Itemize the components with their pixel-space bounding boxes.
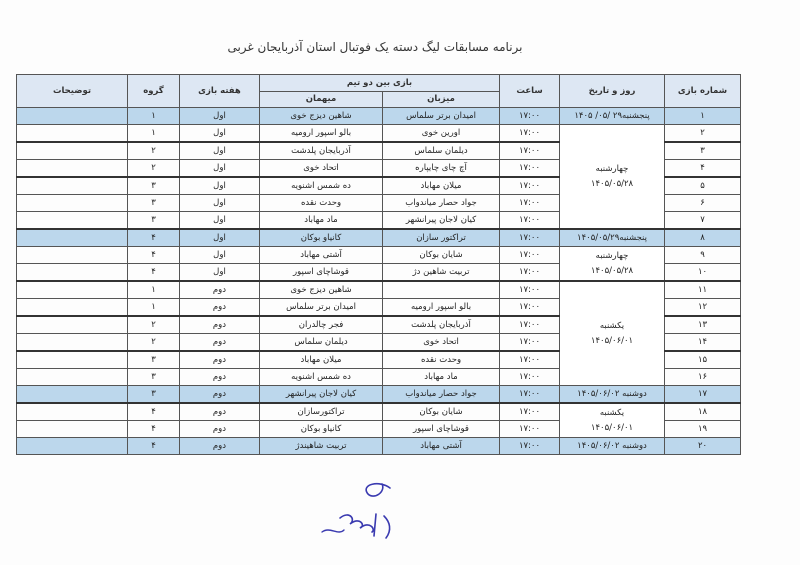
match-no: ۳: [665, 142, 741, 160]
host-team: وحدت نقده: [383, 351, 500, 369]
host-team: بالو اسپور ارومیه: [383, 299, 500, 317]
match-time: ۱۷:۰۰: [500, 160, 560, 178]
match-notes: [17, 316, 128, 334]
match-group: ۴: [128, 247, 180, 264]
match-notes: [17, 421, 128, 438]
guest-team: کانیاو بوکان: [260, 421, 383, 438]
handwritten-signature: [320, 470, 430, 550]
match-week: اول: [180, 160, 260, 178]
match-week: اول: [180, 125, 260, 143]
match-week: اول: [180, 264, 260, 282]
match-notes: [17, 142, 128, 160]
host-team: تربیت شاهین دژ: [383, 264, 500, 282]
table-row: [17, 438, 741, 455]
header-host: میزبان: [383, 92, 500, 108]
match-week: اول: [180, 247, 260, 264]
match-date: دوشنبه ۱۴۰۵/۰۶/۰۲: [560, 386, 665, 404]
match-week: اول: [180, 142, 260, 160]
date-day: یکشنبه: [599, 407, 625, 418]
match-time: ۱۷:۰۰: [500, 177, 560, 195]
header-notes: توضیحات: [17, 75, 128, 108]
match-time: ۱۷:۰۰: [500, 264, 560, 282]
match-group: ۳: [128, 351, 180, 369]
match-no: ۱۷: [665, 386, 741, 404]
host-team: شایان بوکان: [383, 403, 500, 421]
match-week: دوم: [180, 386, 260, 404]
guest-team: تربیت شاهیندژ: [260, 438, 383, 455]
match-week: دوم: [180, 403, 260, 421]
match-no: ۱۶: [665, 369, 741, 386]
header-guest: میهمان: [260, 92, 383, 108]
match-date: [560, 281, 665, 386]
match-group: ۱: [128, 281, 180, 299]
guest-team: ماد مهاباد: [260, 212, 383, 230]
match-group: ۱: [128, 108, 180, 125]
match-week: دوم: [180, 351, 260, 369]
guest-team: تراکتورسازان: [260, 403, 383, 421]
match-notes: [17, 247, 128, 264]
match-no: ۵: [665, 177, 741, 195]
guest-team: میلان مهاباد: [260, 351, 383, 369]
match-time: ۱۷:۰۰: [500, 247, 560, 264]
host-team: جواد حصار میاندواب: [383, 386, 500, 404]
match-week: اول: [180, 212, 260, 230]
match-notes: [17, 403, 128, 421]
host-team: جواد حصار میاندواب: [383, 195, 500, 212]
match-notes: [17, 264, 128, 282]
match-no: ۷: [665, 212, 741, 230]
match-no: ۱۸: [665, 403, 741, 421]
match-time: ۱۷:۰۰: [500, 334, 560, 352]
match-notes: [17, 195, 128, 212]
match-group: ۳: [128, 195, 180, 212]
match-time: ۱۷:۰۰: [500, 316, 560, 334]
match-week: دوم: [180, 316, 260, 334]
host-team: آچ چای چایپاره: [383, 160, 500, 178]
match-group: ۴: [128, 403, 180, 421]
host-team: ماد مهاباد: [383, 369, 500, 386]
host-team: میلان مهاباد: [383, 177, 500, 195]
match-week: اول: [180, 229, 260, 247]
match-notes: [17, 125, 128, 143]
match-time: ۱۷:۰۰: [500, 421, 560, 438]
match-week: اول: [180, 108, 260, 125]
host-team: اتحاد خوی: [383, 334, 500, 352]
guest-team: آذربایجان پلدشت: [260, 142, 383, 160]
match-time: ۱۷:۰۰: [500, 438, 560, 455]
date-day: چهارشنبه: [595, 163, 629, 174]
match-time: ۱۷:۰۰: [500, 125, 560, 143]
match-week: دوم: [180, 281, 260, 299]
match-time: ۱۷:۰۰: [500, 212, 560, 230]
match-no: ۴: [665, 160, 741, 178]
match-group: ۳: [128, 177, 180, 195]
table-row: [17, 108, 741, 125]
match-no: ۸: [665, 229, 741, 247]
guest-team: کیان لاجان پیرانشهر: [260, 386, 383, 404]
date-day: چهارشنبه: [595, 250, 629, 261]
guest-team: ده شمس اشنویه: [260, 369, 383, 386]
match-notes: [17, 438, 128, 455]
match-date: [560, 247, 665, 282]
table-row: [17, 403, 741, 421]
match-no: ۱۲: [665, 299, 741, 317]
match-no: ۹: [665, 247, 741, 264]
host-team: اورین خوی: [383, 125, 500, 143]
document-title: برنامه مسابقات لیگ دسته یک فوتبال استان آذربایجان غربی: [227, 40, 523, 54]
match-group: ۴: [128, 438, 180, 455]
guest-team: شاهین دیزج خوی: [260, 281, 383, 299]
match-time: ۱۷:۰۰: [500, 386, 560, 404]
match-time: ۱۷:۰۰: [500, 369, 560, 386]
match-date: [560, 125, 665, 230]
match-time: ۱۷:۰۰: [500, 403, 560, 421]
date-day: یکشنبه: [599, 320, 625, 331]
match-notes: [17, 334, 128, 352]
match-no: ۱۹: [665, 421, 741, 438]
guest-team: قوشاچای اسپور: [260, 264, 383, 282]
date-value: ۱۴۰۵/۰۶/۰۱: [590, 422, 634, 433]
table-row: [17, 125, 741, 143]
match-week: دوم: [180, 369, 260, 386]
match-group: ۳: [128, 386, 180, 404]
guest-team: فجر چالدران: [260, 316, 383, 334]
match-week: دوم: [180, 421, 260, 438]
match-no: ۱۳: [665, 316, 741, 334]
match-group: ۲: [128, 142, 180, 160]
table-row: [17, 386, 741, 404]
match-time: ۱۷:۰۰: [500, 195, 560, 212]
match-notes: [17, 386, 128, 404]
guest-team: کانیاو بوکان: [260, 229, 383, 247]
match-no: ۶: [665, 195, 741, 212]
host-team: دیلمان سلماس: [383, 142, 500, 160]
host-team: کیان لاجان پیرانشهر: [383, 212, 500, 230]
match-group: ۲: [128, 160, 180, 178]
match-group: ۴: [128, 421, 180, 438]
match-no: ۱۴: [665, 334, 741, 352]
match-date: پنجشنبه۱۴۰۵/۰۵/۲۹: [560, 229, 665, 247]
match-week: دوم: [180, 334, 260, 352]
match-time: ۱۷:۰۰: [500, 281, 560, 299]
match-no: ۱۱: [665, 281, 741, 299]
match-time: ۱۷:۰۰: [500, 108, 560, 125]
match-date: پنجشنبه۲۹ /۰۵/ ۱۴۰۵: [560, 108, 665, 125]
match-notes: [17, 281, 128, 299]
match-week: اول: [180, 195, 260, 212]
match-no: ۱: [665, 108, 741, 125]
match-time: ۱۷:۰۰: [500, 351, 560, 369]
match-notes: [17, 177, 128, 195]
host-team: امیدان برتر سلماس: [383, 108, 500, 125]
header-time: ساعت: [500, 75, 560, 108]
header-week: هفته بازی: [180, 75, 260, 108]
match-group: ۱: [128, 125, 180, 143]
date-value: ۱۴۰۵/۰۵/۲۸: [590, 265, 634, 276]
host-team: [383, 281, 500, 299]
match-group: ۱: [128, 299, 180, 317]
date-value: ۱۴۰۵/۰۵/۲۸: [590, 178, 634, 189]
match-no: ۲۰: [665, 438, 741, 455]
match-no: ۲: [665, 125, 741, 143]
match-no: ۱۵: [665, 351, 741, 369]
date-value: ۱۴۰۵/۰۶/۰۱: [590, 335, 634, 346]
match-group: ۳: [128, 369, 180, 386]
guest-team: آشتی مهاباد: [260, 247, 383, 264]
match-group: ۳: [128, 212, 180, 230]
match-week: دوم: [180, 438, 260, 455]
guest-team: وحدت نقده: [260, 195, 383, 212]
match-date: دوشنبه ۱۴۰۵/۰۶/۰۲: [560, 438, 665, 455]
match-time: ۱۷:۰۰: [500, 142, 560, 160]
header-date: روز و تاریخ: [560, 75, 665, 108]
match-notes: [17, 299, 128, 317]
match-time: ۱۷:۰۰: [500, 299, 560, 317]
match-no: ۱۰: [665, 264, 741, 282]
header-match-no: شماره بازی: [665, 75, 741, 108]
match-group: ۲: [128, 334, 180, 352]
header-between-teams: بازی بین دو تیم: [260, 75, 500, 92]
table-row: [17, 247, 741, 264]
host-team: آشتی مهاباد: [383, 438, 500, 455]
match-notes: [17, 369, 128, 386]
table-row: [17, 229, 741, 247]
schedule-table: [16, 74, 741, 455]
match-notes: [17, 212, 128, 230]
host-team: آذربایجان پلدشت: [383, 316, 500, 334]
match-group: ۴: [128, 229, 180, 247]
host-team: شایان بوکان: [383, 247, 500, 264]
guest-team: دیلمان سلماس: [260, 334, 383, 352]
guest-team: شاهین دیزج خوی: [260, 108, 383, 125]
match-notes: [17, 229, 128, 247]
guest-team: اتحاد خوی: [260, 160, 383, 178]
host-team: قوشاچای اسپور: [383, 421, 500, 438]
match-notes: [17, 108, 128, 125]
match-group: ۴: [128, 264, 180, 282]
table-row: [17, 281, 741, 299]
match-notes: [17, 351, 128, 369]
host-team: تراکتور سازان: [383, 229, 500, 247]
guest-team: امیدان برتر سلماس: [260, 299, 383, 317]
match-week: اول: [180, 177, 260, 195]
header-group: گروه: [128, 75, 180, 108]
match-week: دوم: [180, 299, 260, 317]
match-time: ۱۷:۰۰: [500, 229, 560, 247]
match-notes: [17, 160, 128, 178]
match-date: [560, 403, 665, 438]
guest-team: بالو اسپور ارومیه: [260, 125, 383, 143]
match-group: ۲: [128, 316, 180, 334]
guest-team: ده شمس اشنویه: [260, 177, 383, 195]
